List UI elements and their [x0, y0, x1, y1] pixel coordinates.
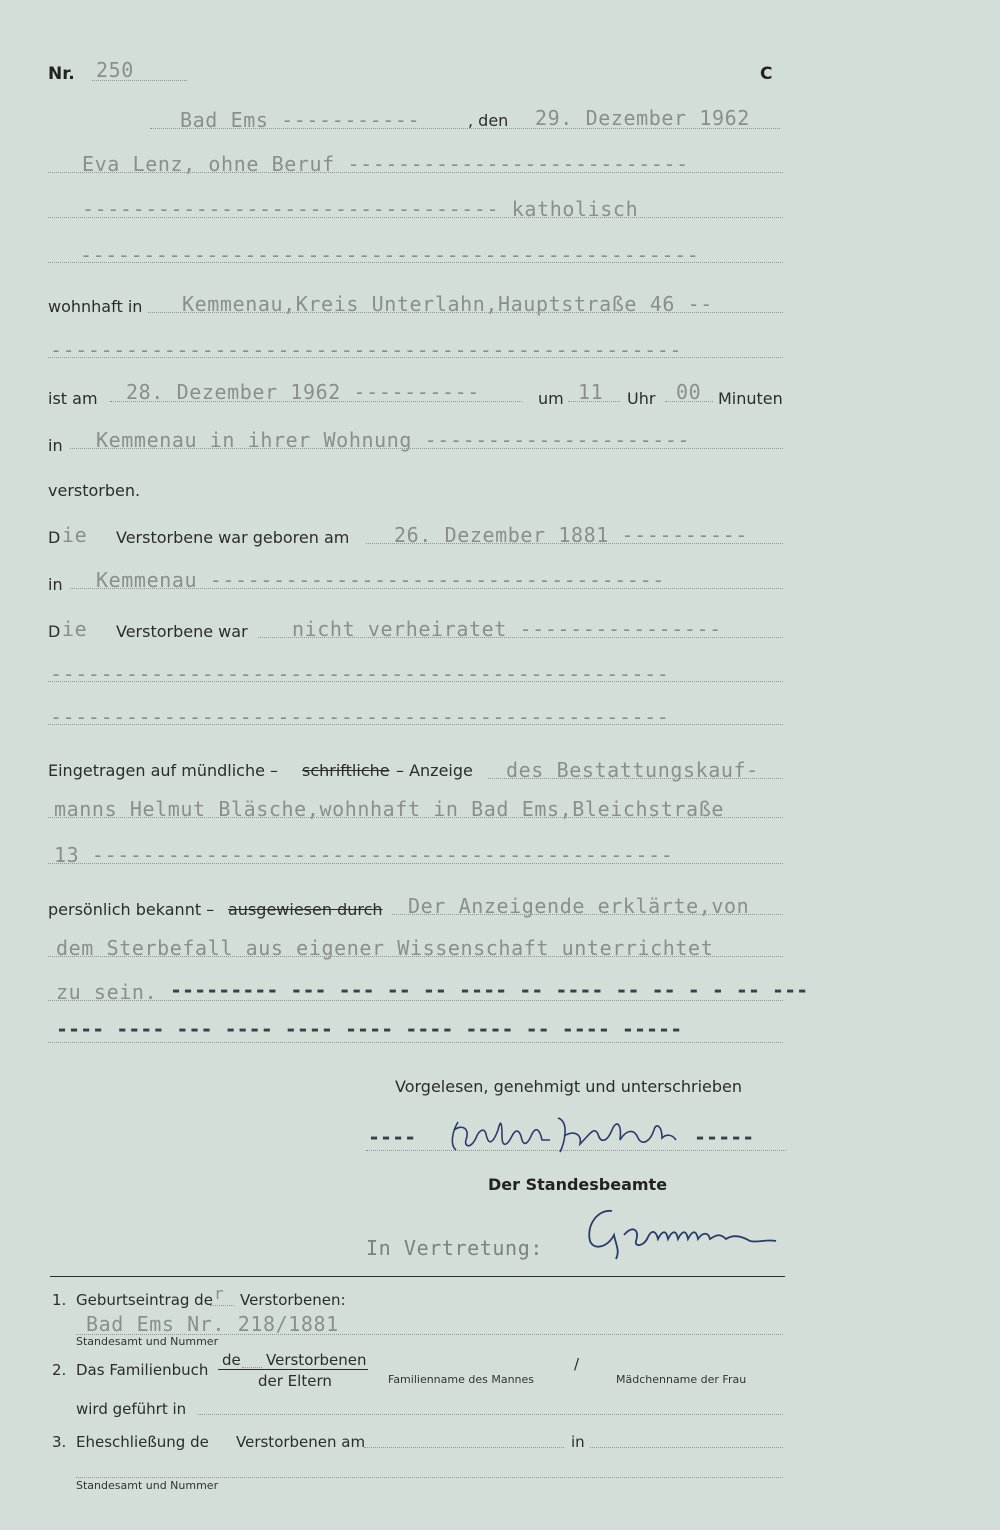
item2-caption-woman: Mädchenname der Frau — [616, 1373, 747, 1386]
registry-date: 29. Dezember 1962 — [535, 106, 750, 130]
marital-dotted-line — [258, 637, 783, 638]
registration-label-struck: schriftliche — [302, 761, 390, 780]
marital-typed-ie: ie — [62, 617, 88, 641]
identification-dotted-line-1 — [392, 914, 783, 915]
item3-dotted-line-2 — [76, 1477, 783, 1478]
item1-number: 1. — [52, 1291, 67, 1309]
identification-dash-line-3: --------- --- --- -- -- ---- -- ---- -- -- - - -- --- — [170, 978, 809, 1002]
form-letter: C — [760, 64, 773, 84]
identification-dotted-line-3 — [48, 1000, 783, 1001]
death-place-in-label: in — [48, 436, 63, 455]
item2-fraction-line — [218, 1369, 368, 1370]
death-date-dotted-line — [110, 401, 522, 402]
item1-caption: Standesamt und Nummer — [76, 1335, 219, 1348]
registrar-signature-image — [580, 1195, 790, 1265]
ist-am-label: ist am — [48, 389, 98, 408]
read-approved-signed: Vorgelesen, genehmigt und unterschrieben — [395, 1077, 743, 1096]
uhr-label: Uhr — [627, 389, 656, 408]
religion-line: --------------------------------- katholisch — [82, 197, 639, 221]
item1-blank-dots — [210, 1305, 234, 1306]
item2-wird-label: wird geführt in — [76, 1400, 187, 1418]
registration-notifier-3: 13 ---------------------------------------------- — [54, 843, 674, 867]
marital-line-2: ------------------------------------------------- — [50, 662, 670, 686]
residence-line-2: -------------------------------------------------- — [50, 338, 683, 362]
birth-date-dotted-line — [366, 543, 783, 544]
item2-option2: der Eltern — [258, 1372, 332, 1390]
birth-in-label: in — [48, 575, 63, 594]
item2-separator: / — [574, 1355, 580, 1373]
birth-place: Kemmenau ------------------------------------ — [96, 568, 665, 592]
dotted-line-2 — [48, 217, 783, 218]
registrar-label: Der Standesbeamte — [488, 1175, 668, 1194]
marital-dotted-line-2 — [48, 681, 783, 682]
birth-d-prefix: D — [48, 528, 61, 547]
signature-dashes-right: ----- — [694, 1125, 755, 1149]
record-number: 250 — [96, 58, 134, 82]
birth-date: 26. Dezember 1881 ---------- — [394, 523, 748, 547]
signature-dashes-left: ---- — [368, 1125, 417, 1149]
item2-label: Das Familienbuch — [76, 1361, 209, 1379]
place-date-dotted-line — [150, 128, 780, 129]
identification-label-struck: ausgewiesen durch — [228, 900, 383, 919]
item3-place-dotted-line — [590, 1447, 783, 1448]
death-minutes: 00 — [676, 380, 702, 404]
number-dotted-line — [92, 80, 187, 81]
um-label: um — [538, 389, 564, 408]
registration-notifier-1: des Bestattungskauf- — [506, 758, 759, 782]
item2-number: 2. — [52, 1361, 67, 1379]
number-label: Nr. — [48, 64, 75, 84]
marital-dotted-line-3 — [48, 724, 783, 725]
item3-label-a: Eheschließung de — [76, 1433, 209, 1451]
identification-text-2: dem Sterbefall aus eigener Wissenschaft unterrichtet — [56, 936, 714, 960]
item1-label-b: Verstorbenen: — [240, 1291, 346, 1309]
birth-place-dotted-line — [70, 588, 783, 589]
marital-line-3: ------------------------------------------------- — [50, 705, 670, 729]
death-place: Kemmenau in ihrer Wohnung --------------------- — [96, 428, 691, 452]
residence-dotted-line-2 — [48, 357, 783, 358]
den-label: , den — [468, 111, 509, 130]
dotted-line-1 — [48, 172, 783, 173]
identification-text-3: zu sein. — [56, 980, 158, 1004]
marital-status: nicht verheiratet ---------------- — [292, 617, 722, 641]
minutes-dotted-line — [665, 401, 713, 402]
registration-label-a: Eingetragen auf mündliche – — [48, 761, 279, 780]
identification-text-1: Der Anzeigende erklärte,von — [408, 894, 750, 918]
registry-place: Bad Ems ----------- — [180, 108, 421, 132]
item3-in-label: in — [571, 1433, 585, 1451]
item2-dotted-line — [198, 1414, 783, 1415]
item2-option1-a: de — [222, 1351, 241, 1369]
birth-label: Verstorbene war geboren am — [116, 528, 350, 547]
in-vertretung-label: In Vertretung: — [366, 1236, 543, 1260]
dotted-line-3 — [48, 262, 783, 263]
residence-label: wohnhaft in — [48, 297, 143, 316]
item1-typed-r: r — [214, 1284, 225, 1303]
residence-value: Kemmenau,Kreis Unterlahn,Hauptstraße 46 -- — [182, 292, 713, 316]
death-hour: 11 — [578, 380, 604, 404]
identification-dotted-line-4 — [48, 1042, 783, 1043]
blank-line-3: ------------------------------------------------- — [80, 243, 700, 267]
deceased-name-occupation: Eva Lenz, ohne Beruf --------------------------- — [82, 152, 689, 176]
item3-label-b: Verstorbenen am — [236, 1433, 366, 1451]
item3-number: 3. — [52, 1433, 67, 1451]
identification-dash-line-4: ---- ---- --- ---- ---- ---- ---- ---- -- ---- ----- — [56, 1017, 683, 1041]
item1-birth-entry: Bad Ems Nr. 218/1881 — [86, 1312, 339, 1336]
marital-label: Verstorbene war — [116, 622, 248, 641]
item3-date-dotted-line — [364, 1447, 564, 1448]
item2-blank-dots — [242, 1367, 262, 1368]
birth-typed-ie: ie — [62, 523, 88, 547]
marital-d-prefix: D — [48, 622, 61, 641]
death-date: 28. Dezember 1962 ---------- — [126, 380, 480, 404]
identification-dotted-line-2 — [48, 956, 783, 957]
item2-option1-b: Verstorbenen — [266, 1351, 367, 1369]
item3-caption: Standesamt und Nummer — [76, 1479, 219, 1492]
identification-label-a: persönlich bekannt – — [48, 900, 215, 919]
registration-dotted-line-3 — [48, 863, 783, 864]
registration-dotted-line-2 — [48, 817, 783, 818]
death-place-dotted-line — [70, 448, 783, 449]
registration-label-b: – Anzeige — [396, 761, 473, 780]
verstorben-label: verstorben. — [48, 481, 141, 500]
registration-dotted-line-1 — [488, 778, 783, 779]
registration-notifier-2: manns Helmut Bläsche,wohnhaft in Bad Ems,Bleichstraße — [54, 797, 724, 821]
item1-label-a: Geburtseintrag de — [76, 1291, 213, 1309]
footer-separator — [50, 1276, 785, 1277]
hour-dotted-line — [568, 401, 620, 402]
minuten-label: Minuten — [718, 389, 783, 408]
declarant-signature-image — [440, 1100, 690, 1160]
residence-dotted-line — [148, 312, 783, 313]
item2-caption-man: Familienname des Mannes — [388, 1373, 535, 1386]
